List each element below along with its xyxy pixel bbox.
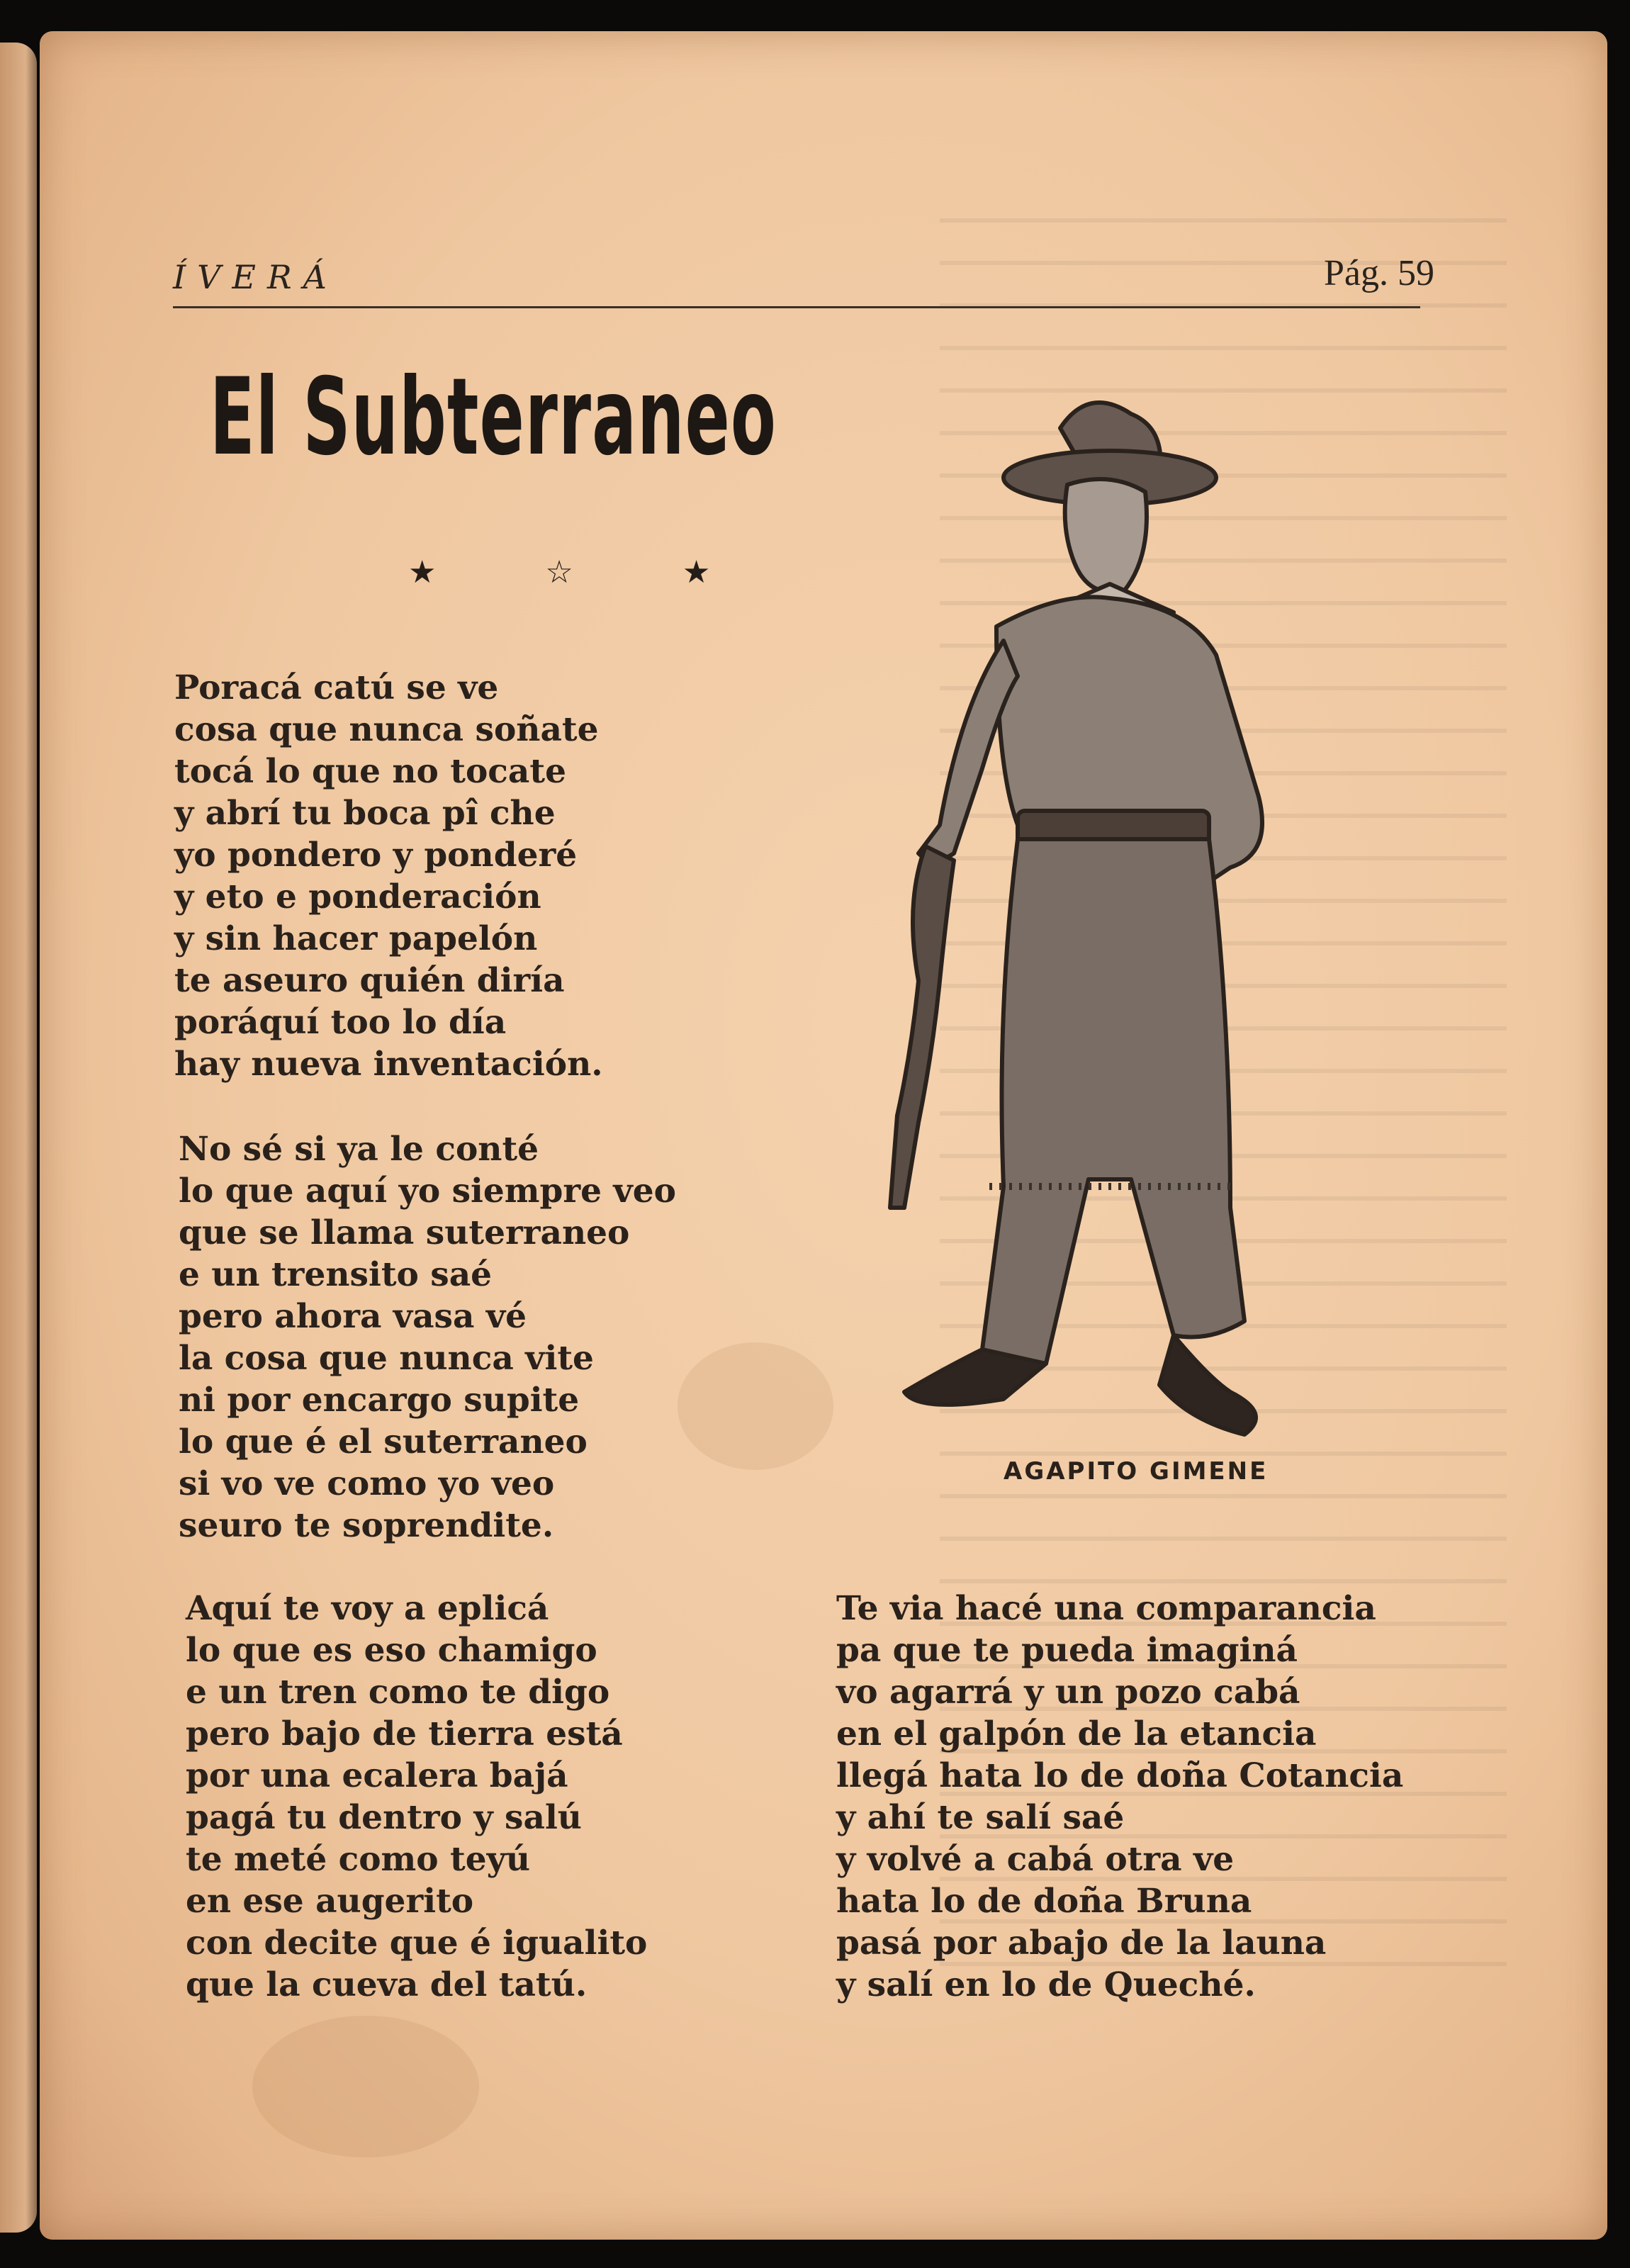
verse-line: hay nueva inventación.: [174, 1045, 603, 1084]
verse-line: lo que é el suterraneo: [179, 1422, 588, 1461]
verse-line: poráquí too lo día: [174, 1003, 507, 1042]
verse-line: pero bajo de tierra está: [186, 1714, 623, 1753]
verse-line: e un tren como te digo: [186, 1673, 610, 1712]
verse-line: seuro te soprendite.: [179, 1506, 554, 1545]
verse-line: y salí en lo de Queché.: [836, 1965, 1256, 2004]
poem-title: El Subterraneo: [210, 356, 777, 479]
verse-line: hata lo de doña Bruna: [836, 1882, 1252, 1921]
running-head: ÍVERÁ: [173, 258, 338, 296]
illustration-caption: AGAPITO GIMENE: [1004, 1457, 1269, 1486]
stanza-4: [836, 1588, 1403, 2006]
previous-page-edge: [0, 43, 37, 2233]
verse-line: Aquí te voy a eplicá: [186, 1589, 549, 1628]
verse-line: en el galpón de la etancia: [836, 1714, 1317, 1753]
verse-line: lo que es eso chamigo: [186, 1631, 597, 1670]
stanza-2: [179, 1128, 676, 1546]
verse-line: te meté como teyú: [186, 1840, 531, 1879]
verse-line: Te via hacé una comparancia: [836, 1589, 1376, 1628]
verse-line: yo pondero y ponderé: [174, 836, 578, 875]
verse-line: y sin hacer papelón: [174, 919, 538, 958]
stanza-3: [186, 1588, 647, 2006]
verse-line: ni por encargo supite: [179, 1381, 580, 1420]
verse-line: Poracá catú se ve: [174, 668, 499, 707]
paper-stain: [678, 1342, 833, 1470]
verse-line: y volvé a cabá otra ve: [836, 1840, 1235, 1879]
verse-line: pa que te pueda imaginá: [836, 1631, 1298, 1670]
verse-line: y abrí tu boca pî che: [174, 794, 556, 833]
page-number: Pág. 59: [1324, 253, 1434, 293]
paper-stain: [252, 2016, 479, 2157]
verse-line: en ese augerito: [186, 1882, 474, 1921]
verse-line: No sé si ya le conté: [179, 1130, 539, 1169]
verse-line: con decite que é igualito: [186, 1924, 648, 1963]
verse-line: vo agarrá y un pozo cabá: [836, 1673, 1300, 1712]
verse-line: la cosa que nunca vite: [179, 1339, 594, 1378]
verse-line: que se llama suterraneo: [179, 1213, 630, 1252]
verse-line: por una ecalera bajá: [186, 1756, 568, 1795]
verse-line: tocá lo que no tocate: [174, 752, 566, 791]
verse-line: si vo ve como yo veo: [179, 1464, 555, 1503]
gaucho-illustration: [876, 371, 1315, 1442]
verse-line: cosa que nunca soñate: [174, 710, 599, 749]
stanza-1: [174, 667, 603, 1085]
star-ornament: ★ ☆ ★: [408, 554, 760, 590]
verse-line: pagá tu dentro y salú: [186, 1798, 582, 1837]
magazine-page: [40, 31, 1607, 2240]
verse-line: llegá hata lo de doña Cotancia: [836, 1756, 1404, 1795]
header-rule: [173, 306, 1420, 308]
verse-line: lo que aquí yo siempre veo: [179, 1172, 676, 1211]
verse-line: te aseuro quién diría: [174, 961, 565, 1000]
verse-line: e un trensito saé: [179, 1255, 493, 1294]
verse-line: pasá por abajo de la launa: [836, 1924, 1327, 1963]
verse-line: pero ahora vasa vé: [179, 1297, 527, 1336]
verse-line: y ahí te salí saé: [836, 1798, 1125, 1837]
verse-line: y eto e ponderación: [174, 877, 541, 916]
verse-line: que la cueva del tatú.: [186, 1965, 588, 2004]
